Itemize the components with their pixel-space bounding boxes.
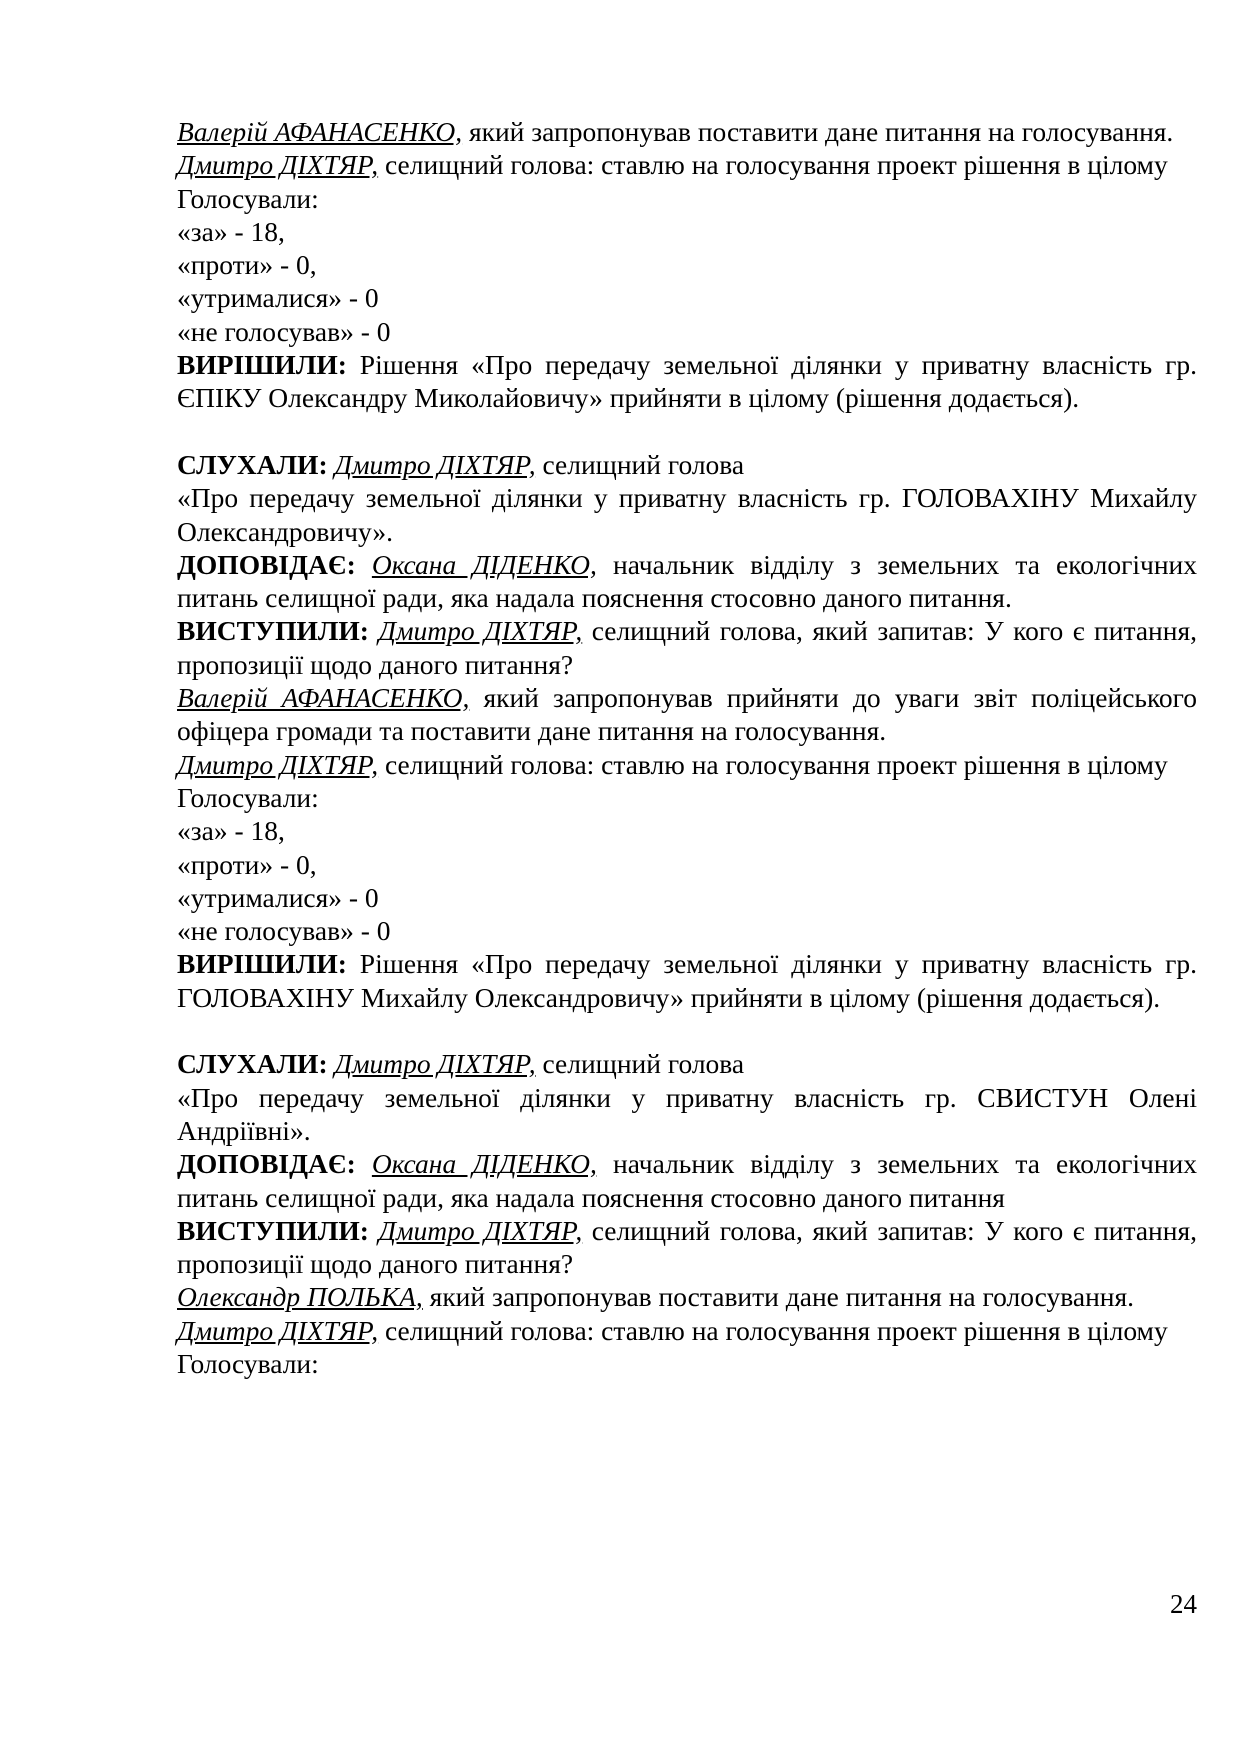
speakers-paragraph	[177, 1214, 1197, 1281]
chair-paragraph	[177, 1314, 1197, 1347]
decision-paragraph	[177, 348, 1197, 415]
vote-not-voted: «не голосував» - 0	[177, 315, 391, 347]
speaker-name: Дмитро ДІХТЯР,	[177, 1314, 379, 1346]
heard-label: СЛУХАЛИ:	[177, 448, 328, 480]
agenda-title: «Про передачу земельної ділянки у приватну власність гр. СВИСТУН Олені Андріївні».	[177, 1081, 1197, 1146]
paragraph-text: Рішення «Про передачу земельної ділянки у приватну власність гр. ГОЛОВАХІНУ Михайлу Олександровичу» прийняти в цілому (рішення додається).	[177, 948, 1197, 1013]
decision-label: ВИРІШИЛИ:	[177, 349, 347, 381]
speaker-name: Дмитро ДІХТЯР,	[378, 615, 583, 647]
report-label: ДОПОВІДАЄ:	[177, 1148, 356, 1180]
decision-label: ВИРІШИЛИ:	[177, 948, 347, 980]
chair-paragraph	[177, 148, 1197, 181]
voting-heading: Голосували:	[177, 781, 319, 813]
speaker-name: Оксана ДІДЕНКО,	[371, 1148, 597, 1180]
section-spacer	[177, 415, 1197, 448]
heard-paragraph	[177, 448, 1197, 481]
speaker-name: Дмитро ДІХТЯР,	[177, 149, 379, 181]
paragraph-text: селищний голова, який запитав: У кого є питання, пропозиції щодо даного питання?	[177, 615, 1197, 680]
report-label: ДОПОВІДАЄ:	[177, 548, 356, 580]
paragraph-text: який запропонував поставити дане питання на голосування.	[422, 1281, 1135, 1313]
paragraph-text: начальник відділу з земельних та екологічних питань селищної ради, яка надала пояснення стосовно даного питання	[177, 1148, 1198, 1213]
proposal-paragraph	[177, 681, 1197, 748]
paragraph-text: селищний голова	[535, 448, 745, 480]
paragraph-text: селищний голова: ставлю на голосування проект рішення в цілому	[378, 1314, 1168, 1346]
document-body	[177, 115, 1197, 1380]
paragraph-text: селищний голова: ставлю на голосування проект рішення в цілому	[378, 748, 1168, 780]
paragraph-text: селищний голова: ставлю на голосування проект рішення в цілому	[378, 149, 1168, 181]
vote-against: «проти» - 0,	[177, 848, 317, 880]
heard-label: СЛУХАЛИ:	[177, 1048, 328, 1080]
vote-for: «за» - 18,	[177, 215, 285, 247]
speaker-name: Валерій АФАНАСЕНКО,	[177, 682, 470, 714]
speaker-name: Оксана ДІДЕНКО,	[371, 548, 597, 580]
speakers-label: ВИСТУПИЛИ:	[177, 1214, 369, 1246]
speaker-name: Олександр ПОЛЬКА,	[177, 1281, 423, 1313]
speakers-paragraph	[177, 614, 1197, 681]
speaker-name: Дмитро ДІХТЯР,	[334, 1048, 536, 1080]
speaker-name: Дмитро ДІХТЯР,	[334, 448, 536, 480]
vote-not-voted: «не голосував» - 0	[177, 915, 391, 947]
vote-for: «за» - 18,	[177, 815, 285, 847]
speaker-name: Дмитро ДІХТЯР,	[177, 748, 379, 780]
voting-heading: Голосували:	[177, 1347, 319, 1379]
page-number: 24	[1170, 1589, 1197, 1619]
decision-paragraph	[177, 947, 1197, 1014]
voting-heading: Голосували:	[177, 182, 319, 214]
heard-paragraph	[177, 1047, 1197, 1080]
section-spacer	[177, 1014, 1197, 1047]
vote-against: «проти» - 0,	[177, 249, 317, 281]
paragraph-text: Рішення «Про передачу земельної ділянки у приватну власність гр. ЄПІКУ Олександру Миколайовичу» прийняти в цілому (рішення додається).	[177, 349, 1197, 414]
paragraph-text: який запропонував поставити дане питання на голосування.	[462, 116, 1174, 147]
report-paragraph	[177, 548, 1197, 615]
speakers-label: ВИСТУПИЛИ:	[177, 615, 369, 647]
section-previous-vote	[177, 115, 1197, 415]
chair-paragraph	[177, 748, 1197, 781]
proposal-paragraph	[177, 115, 1197, 148]
paragraph-text: начальник відділу з земельних та екологічних питань селищної ради, яка надала пояснення стосовно даного питання.	[177, 548, 1198, 614]
paragraph-text: селищний голова	[535, 1048, 745, 1080]
paragraph-text: який запропонував прийняти до уваги звіт поліцейського офіцера громади та поставити дане питання на голосування.	[177, 682, 1197, 747]
vote-abstained: «утрималися» - 0	[177, 282, 379, 314]
vote-abstained: «утрималися» - 0	[177, 881, 379, 913]
section-holovakhin	[177, 448, 1197, 1014]
proposal-paragraph	[177, 1280, 1197, 1313]
report-paragraph	[177, 1147, 1197, 1214]
speaker-name: Валерій АФАНАСЕНКО,	[177, 116, 463, 147]
agenda-title: «Про передачу земельної ділянки у приватну власність гр. ГОЛОВАХІНУ Михайлу Олександровичу».	[177, 482, 1197, 547]
section-svystun	[177, 1047, 1197, 1380]
paragraph-text: селищний голова, який запитав: У кого є питання, пропозиції щодо даного питання?	[177, 1214, 1197, 1280]
speaker-name: Дмитро ДІХТЯР,	[378, 1214, 583, 1246]
